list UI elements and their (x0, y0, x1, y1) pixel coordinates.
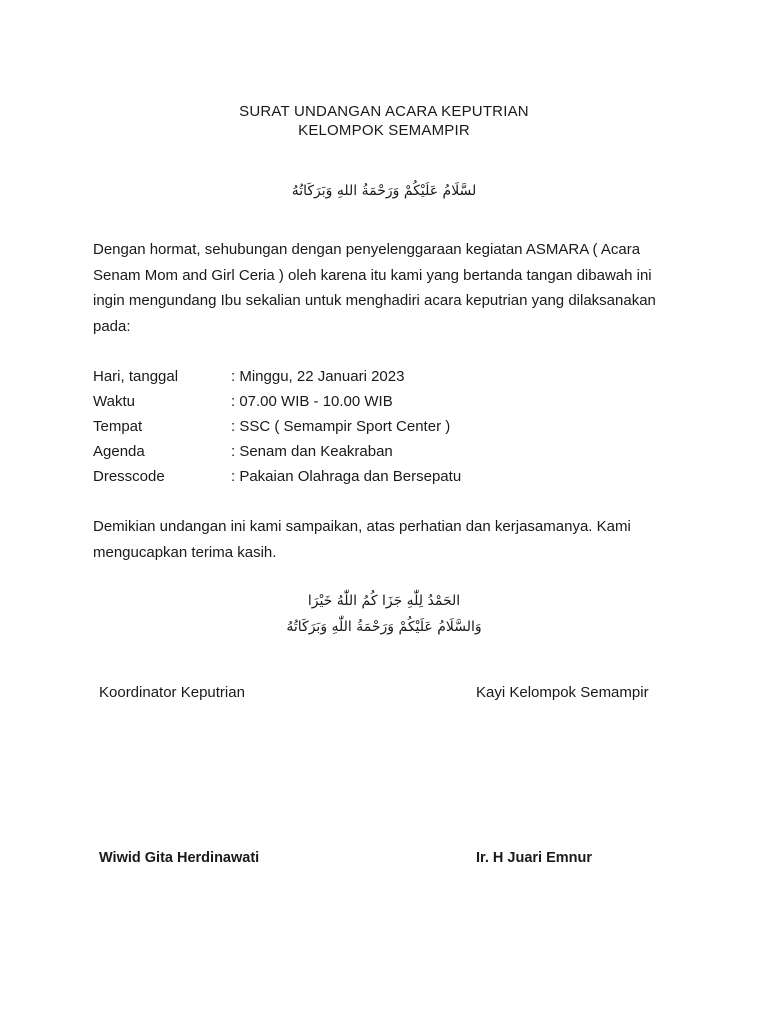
intro-line: Dengan hormat, sehubungan dengan penyelenggaraan kegiatan ASMARA ( Acara (93, 241, 641, 258)
detail-value: : SSC ( Semampir Sport Center ) (231, 418, 451, 435)
intro-line: pada: (93, 317, 131, 335)
closing-salam-arabic: وَالسَّلَامُ عَلَيْكُمْ وَرَحْمَةُ اللّٰهِ وَبَرَكَاتُهُ (286, 619, 482, 635)
detail-row-time (93, 389, 461, 414)
intro-line: ingin mengundang Ibu sekalian untuk menghadiri acara keputrian yang dilaksanakan (93, 292, 656, 309)
detail-label: Agenda (93, 443, 145, 460)
detail-row-date (93, 364, 461, 389)
signatory-name-left: Wiwid Gita Herdinawati (99, 850, 260, 866)
opening-salam-arabic: لسَّلَامُ عَلَيْكُمْ وَرَحْمَةُ اللهِ وَبَرَكَاتُهُ (291, 183, 477, 199)
signatory-name-right: Ir. H Juari Emnur (476, 850, 593, 866)
detail-value: : Senam dan Keakraban (231, 443, 393, 460)
intro-line: Senam Mom and Girl Ceria ) oleh karena itu kami yang bertanda tangan dibawah ini (93, 266, 652, 284)
detail-value: : Minggu, 22 Januari 2023 (231, 368, 405, 385)
closing-paragraph (93, 514, 693, 565)
detail-row-agenda (93, 439, 461, 464)
closing-line: Demikian undangan ini kami sampaikan, atas perhatian dan kerjasamanya. Kami (93, 518, 631, 535)
detail-label: Dresscode (93, 468, 165, 485)
detail-label: Tempat (93, 418, 143, 435)
detail-row-dresscode (93, 464, 461, 489)
event-details (93, 364, 461, 489)
detail-label: Waktu (93, 393, 135, 410)
letter-title-line1: SURAT UNDANGAN ACARA KEPUTRIAN (239, 103, 529, 120)
letter-title-line2: KELOMPOK SEMAMPIR (298, 122, 470, 139)
closing-line: mengucapkan terima kasih. (93, 543, 277, 561)
detail-value: : 07.00 WIB - 10.00 WIB (231, 393, 393, 410)
detail-row-place (93, 414, 461, 439)
closing-hamdalah-arabic: الحَمْدُ لِلّٰهِ جَزَا كُمُ اللّٰهُ خَيْرَا (307, 593, 461, 609)
signatory-role-right: Kayi Kelompok Semampir (476, 684, 649, 701)
detail-label: Hari, tanggal (93, 368, 179, 385)
detail-value: : Pakaian Olahraga dan Bersepatu (231, 468, 462, 485)
signatory-role-left: Koordinator Keputrian (99, 684, 245, 701)
intro-paragraph (93, 237, 693, 339)
